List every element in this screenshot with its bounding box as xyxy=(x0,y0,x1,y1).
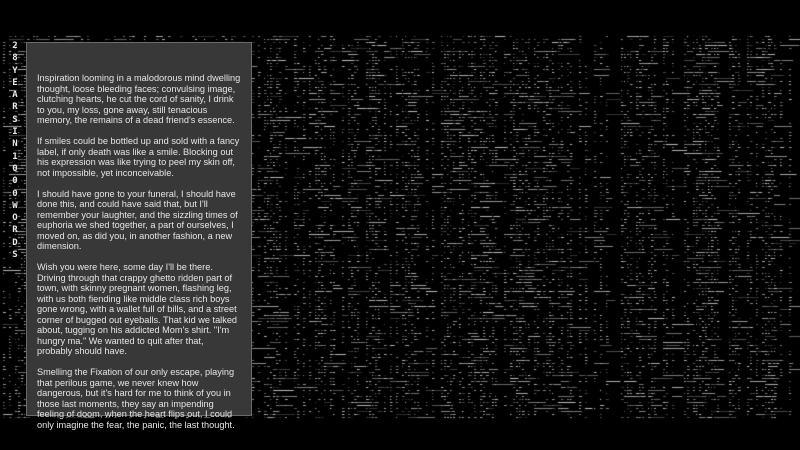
paragraph: I should have gone to your funeral, I should have done this, and could have said that, but I'll remember your laughter, and the sizzling times of euphoria we shed together, a part of ourselves, I moved on, as did you, in another fashion, a new dimension. xyxy=(37,188,238,251)
title-letter: Y xyxy=(12,65,18,76)
title-letter: S xyxy=(12,114,18,125)
title-letter: 1 xyxy=(12,151,18,162)
vertical-title xyxy=(9,40,21,261)
paragraph: If smiles could be bottled up and sold with a fancy label, if only death was like a smile. Blocking out his expression was like trying to peel my skin off, not impossible, yet inconceivable. xyxy=(37,136,240,178)
title-letter: 0 xyxy=(12,188,18,199)
title-letter: E xyxy=(12,77,18,88)
title-letter: O xyxy=(12,213,18,224)
paragraph: Wish you were here, some day I'll be there. Driving through that crappy ghetto ridden part of town, with skinny pregnant women, flashing leg, with us both fiending like middle class rich boys gone wrong, with a wallet full of bills, and a street corner of bugged out eyeballs. That kid we talked about, tugging on his addicted Mom's shirt. "I'm hungry ma." We wanted to quit after that, probably should have. xyxy=(37,262,238,356)
title-letter: I xyxy=(12,127,18,138)
poem-panel xyxy=(26,42,252,430)
paragraph: Inspiration looming in a malodorous mind dwelling thought, loose bleeding faces; convulsing image, clutching hearts, he cut the cord of sanity, I drink to you, my loss, gone away, still tenacious memory, the remains of a dead friend's essence. xyxy=(37,73,241,125)
title-letter: 0 xyxy=(12,163,18,174)
title-letter: 0 xyxy=(12,176,18,187)
title-letter: R xyxy=(12,225,18,236)
title-letter: N xyxy=(12,139,18,150)
title-letter: W xyxy=(12,200,18,211)
title-letter: R xyxy=(12,102,18,113)
title-letter: 2 xyxy=(12,41,18,51)
title-letter: A xyxy=(12,90,18,101)
paragraph: Smelling the Fixation of our only escape, playing that perilous game, we never knew how dangerous, but it's hard for me to think of you in those last moments, they say an impending feeling of doom, when the heart flips out, I could only imagine the fear, the panic, the last thought. xyxy=(37,367,235,430)
title-letter: D xyxy=(12,237,18,248)
title-letter: S xyxy=(12,250,18,261)
title-letter: 8 xyxy=(12,53,18,64)
